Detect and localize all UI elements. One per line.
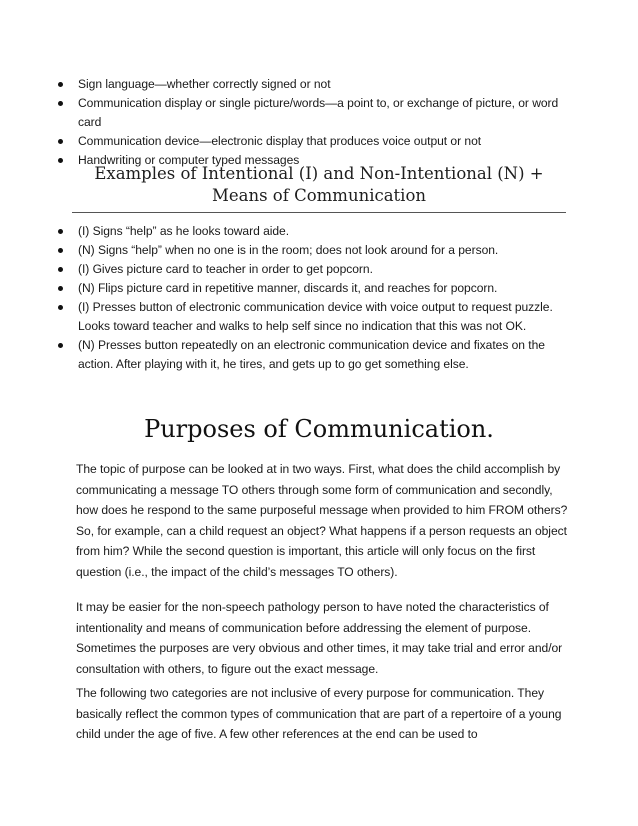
- bullet-icon: [58, 139, 63, 144]
- list-item-text: (N) Presses button repeatedly on an electronic communication device and fixates on the action. After playing with it, he tires, and gets up to go get something else.: [78, 338, 545, 371]
- list-item-text: Sign language—whether correctly signed or not: [78, 77, 331, 91]
- examples-list: [58, 222, 570, 374]
- list-item-text: (I) Presses button of electronic communication device with voice output to request puzzle. Looks toward teacher and walks to help self since no indication that this was not OK.: [78, 300, 553, 333]
- examples-heading: Examples of Intentional (I) and Non-Intentional (N) + Means of Communication: [94, 164, 544, 205]
- list-item-text: Handwriting or computer typed messages: [78, 153, 300, 167]
- bullet-icon: [58, 101, 63, 106]
- list-item-text: Communication display or single picture/words—a point to, or exchange of picture, or word card: [78, 96, 559, 129]
- list-item: [58, 279, 570, 298]
- paragraph: The topic of purpose can be looked at in two ways. First, what does the child accomplish by communicating a message TO others through some form of communication and secondly, how does he respond to the same purposeful message when provided to him FROM others? So, for example, can a child request an object? What happens if a person requests an object from him? While the second question is important, this article will only focus on the first question (i.e., the impact of the child’s messages TO others).: [76, 462, 568, 579]
- list-item-text: (N) Signs “help” when no one is in the room; does not look around for a person.: [78, 243, 499, 257]
- bullet-icon: [58, 82, 63, 87]
- purposes-heading: Purposes of Communication.: [144, 415, 494, 443]
- list-item: [58, 75, 570, 94]
- list-item-text: (I) Signs “help” as he looks toward aide.: [78, 224, 290, 238]
- list-item: [58, 260, 570, 279]
- bullet-icon: [58, 229, 63, 234]
- list-item-text: Communication device—electronic display that produces voice output or not: [78, 134, 482, 148]
- list-item-text: (I) Gives picture card to teacher in order to get popcorn.: [78, 262, 373, 276]
- list-item-text: (N) Flips picture card in repetitive manner, discards it, and reaches for popcorn.: [78, 281, 498, 295]
- bullet-icon: [58, 286, 63, 291]
- list-item: [58, 94, 570, 132]
- list-item: [58, 336, 570, 374]
- list-item: [58, 298, 570, 336]
- list-item: [58, 241, 570, 260]
- bullet-icon: [58, 158, 63, 163]
- list-item: [58, 222, 570, 241]
- bullet-icon: [58, 248, 63, 253]
- bullet-icon: [58, 267, 63, 272]
- bullet-icon: [58, 305, 63, 310]
- paragraph: It may be easier for the non-speech pathology person to have noted the characteristics of intentionality and means of communication before addressing the element of purpose. Sometimes the purposes are very obvious and other times, it may take trial and error and/or consultation with others, to figure out the exact message.: [76, 600, 563, 676]
- paragraph: The following two categories are not inclusive of every purpose for communication. They basically reflect the common types of communication that are part of a repertoire of a young child under the age of five. A few other references at the end can be used to: [76, 686, 562, 741]
- means-of-communication-list: [58, 75, 570, 170]
- heading-divider: [72, 212, 566, 213]
- bullet-icon: [58, 343, 63, 348]
- list-item: [58, 132, 570, 151]
